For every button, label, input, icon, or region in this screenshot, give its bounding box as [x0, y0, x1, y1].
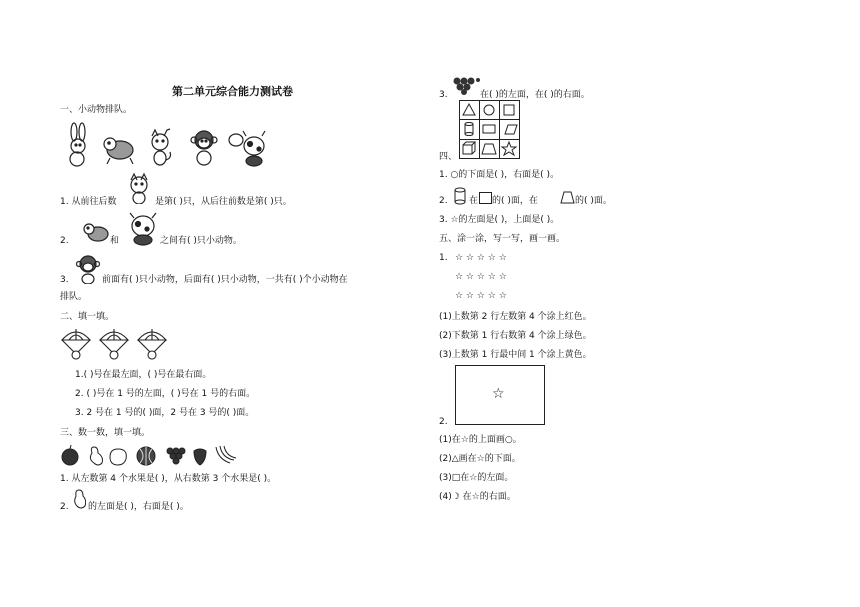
- s4-line2-suffix: 的( )面。: [575, 196, 612, 206]
- s4-line2-mid: 的( )面，在: [492, 196, 538, 206]
- parachute-icon: [138, 329, 166, 359]
- monkey-icon: [76, 254, 100, 284]
- fruit-row-image: [60, 443, 238, 467]
- section1-heading: 一、小动物排队。: [60, 105, 133, 115]
- s5-instruction-3: (3)上数第 1 行最中间 1 个涂上黄色。: [439, 350, 592, 360]
- circle-icon: [484, 105, 494, 115]
- pear-icon: [72, 488, 86, 510]
- parallelogram-icon: [505, 125, 517, 134]
- cat-icon: [152, 129, 171, 165]
- animal-queue-image: [60, 122, 270, 168]
- banana-icon: [216, 446, 236, 463]
- s3-q2-prefix: 2.: [60, 502, 69, 512]
- s5-draw-2: (2)△画在☆的下面。: [439, 454, 521, 464]
- square-icon: [479, 192, 492, 204]
- cube-icon: [463, 142, 475, 154]
- s5-draw-4: (4)☽ 在☆的右面。: [439, 492, 516, 502]
- s3-q3-suffix: 在( )的左面，在( )的右面。: [480, 90, 590, 100]
- star-icon: [502, 142, 516, 155]
- cow-icon: [123, 212, 159, 246]
- s5-draw-1: (1)在☆的上面画○。: [439, 435, 522, 445]
- parachute-image: [60, 328, 172, 362]
- section4-heading: 四、: [439, 152, 458, 162]
- star-row-2: ☆ ☆ ☆ ☆ ☆: [455, 272, 507, 282]
- s4-line1: 1. ○的下面是( )，右面是( )。: [439, 170, 560, 180]
- turtle-icon: [104, 138, 133, 164]
- shape-grid: [459, 100, 521, 160]
- s5-draw-3: (3)□在☆的左面。: [439, 473, 514, 483]
- s1-q1-prefix: 1. 从前往后数: [60, 197, 117, 207]
- monkey-icon: [191, 131, 217, 165]
- section3-heading: 三、数一数，填一填。: [60, 428, 151, 438]
- star-icon: ☆: [492, 386, 505, 402]
- cat-icon: [124, 170, 154, 204]
- section5-heading: 五、涂一涂，写一写，画一画。: [439, 234, 566, 244]
- s4-line2-prefix: 2.: [439, 196, 448, 206]
- s3-q1: 1. 从左数第 4 个水果是( )，从右数第 3 个水果是( )。: [60, 474, 277, 484]
- triangle-icon: [463, 104, 475, 115]
- rabbit-icon: [70, 123, 85, 166]
- grape-icon: [452, 75, 480, 95]
- s1-q2-and: 和: [110, 236, 120, 246]
- peach-icon: [110, 449, 126, 465]
- square-icon: [504, 105, 514, 115]
- s4-line3: 3. ☆的左面是( )，上面是( )。: [439, 215, 560, 225]
- s5-instruction-2: (2)下数第 1 行右数第 4 个涂上绿色。: [439, 331, 592, 341]
- s1-q2-suffix: 之间有( )只小动物。: [160, 236, 242, 246]
- s1-q3-text: 前面有( )只小动物，后面有( )只小动物，一共有( )个小动物在: [102, 275, 348, 285]
- turtle-icon: [82, 220, 110, 244]
- drawing-box: [455, 365, 545, 425]
- rectangle-icon: [483, 125, 495, 133]
- cow-icon: [229, 131, 265, 166]
- s5-q2-label: 2.: [439, 417, 448, 427]
- star-row-1: ☆ ☆ ☆ ☆ ☆: [455, 253, 507, 263]
- parachute-icon: [100, 329, 128, 359]
- trapezoid-icon: [482, 144, 496, 154]
- section2-heading: 二、填一填。: [60, 312, 115, 322]
- s5-q1-label: 1.: [439, 253, 448, 263]
- grape-icon: [167, 448, 185, 464]
- s1-q3-continuation: 排队。: [60, 292, 88, 302]
- s1-q1-suffix: 是第( )只，从后往前数是第( )只。: [155, 197, 292, 207]
- strawberry-icon: [194, 449, 206, 465]
- watermelon-icon: [137, 447, 155, 465]
- s2-line3: 3. 2 号在 1 号的( )面，2 号在 3 号的( )面。: [75, 408, 255, 418]
- parachute-icon: [62, 329, 90, 359]
- s5-instruction-1: (1)上数第 2 行左数第 4 个涂上红色。: [439, 312, 592, 322]
- trapezoid-icon: [560, 191, 575, 204]
- s4-line2-at: 在: [469, 196, 479, 206]
- s2-line1: 1.( )号在最左面，( )号在最右面。: [75, 370, 212, 380]
- s1-q2-prefix: 2.: [60, 236, 69, 246]
- s1-q3-prefix: 3.: [60, 275, 69, 285]
- apple-icon: [62, 445, 78, 465]
- s3-q2-suffix: 的左面是( )，右面是( )。: [88, 502, 189, 512]
- page-title: 第二单元综合能力测试卷: [172, 85, 293, 98]
- s2-line2: 2. ( )号在 1 号的左面，( )号在 1 号的右面。: [75, 389, 256, 399]
- pear-icon: [90, 447, 102, 465]
- star-row-3: ☆ ☆ ☆ ☆ ☆: [455, 291, 507, 301]
- s3-q3-prefix: 3.: [439, 90, 448, 100]
- cylinder-icon: [453, 187, 467, 205]
- cylinder-icon: [465, 123, 473, 136]
